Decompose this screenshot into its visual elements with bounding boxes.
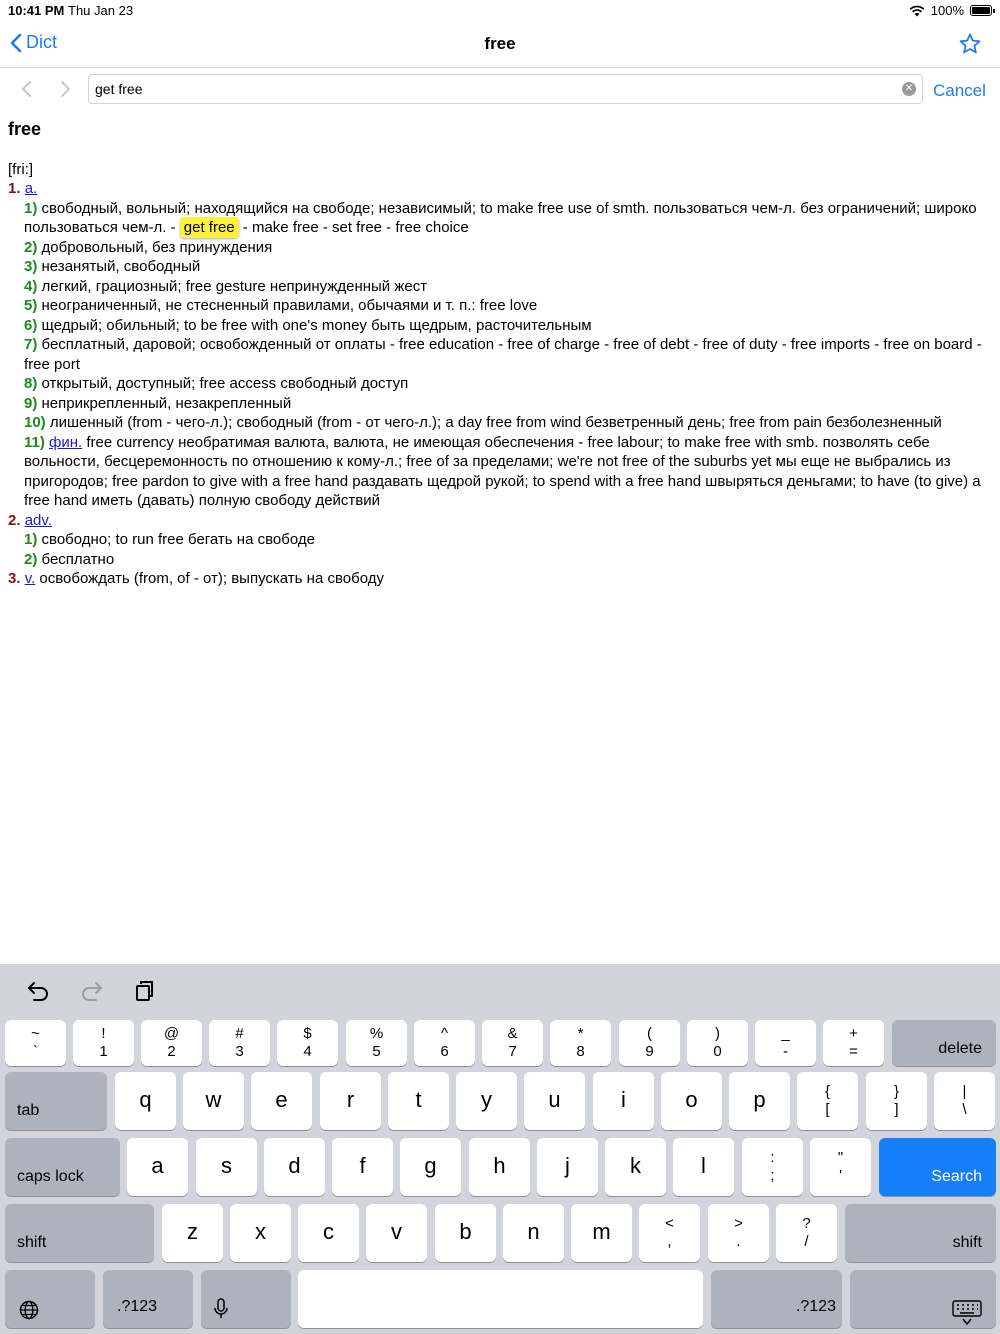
key-e[interactable] (251, 1072, 312, 1130)
key-r[interactable] (320, 1072, 381, 1130)
key-bottom-char: ] (894, 1101, 899, 1118)
key-y[interactable] (456, 1072, 517, 1130)
paste-button[interactable] (134, 980, 154, 1007)
sense-number: 3) (24, 258, 38, 275)
key-top-char: $ (303, 1025, 312, 1042)
key-char: t (415, 1087, 422, 1112)
key-char: x (255, 1219, 266, 1244)
sense-number: 8) (24, 375, 38, 392)
sense-text: добровольный, без принуждения (41, 238, 273, 256)
key-p[interactable] (729, 1072, 790, 1130)
sense (8, 296, 996, 316)
key-bottom-char: = (849, 1043, 858, 1060)
search-key[interactable] (879, 1138, 996, 1196)
key-char: p (753, 1087, 766, 1112)
key-char: o (685, 1087, 698, 1112)
search-key-label: Search (931, 1168, 982, 1185)
delete-key[interactable] (892, 1020, 996, 1066)
key-bottom-char: 9 (645, 1043, 654, 1060)
key-bottom-char: , (667, 1233, 672, 1250)
key-h[interactable] (469, 1138, 530, 1196)
part-of-speech-link[interactable]: v. (24, 570, 36, 587)
part-of-speech-link[interactable]: adv. (24, 511, 52, 529)
key-top-char: > (734, 1215, 743, 1232)
key-quote[interactable] (810, 1138, 871, 1196)
shift-key-label: shift (17, 1234, 47, 1251)
search-input[interactable] (89, 75, 869, 103)
sense (8, 277, 996, 297)
sense (8, 257, 996, 277)
part-of-speech-link[interactable]: a. (24, 180, 38, 197)
key-char: b (459, 1219, 472, 1244)
shift-key-label: shift (952, 1234, 982, 1251)
sense-number: 9) (24, 394, 38, 412)
key-i[interactable] (593, 1072, 654, 1130)
key-bottom-char: - (783, 1043, 788, 1060)
key-bottom-char: 6 (440, 1043, 449, 1060)
key-bottom-char: 1 (99, 1043, 108, 1060)
sense-text: незанятый, свободный (41, 258, 201, 275)
key-char: a (151, 1153, 164, 1178)
keyboard-dismiss-icon (952, 1300, 982, 1326)
key-1[interactable] (73, 1020, 134, 1066)
key-equals[interactable] (823, 1020, 884, 1066)
key-char: s (221, 1153, 232, 1178)
key-d[interactable] (264, 1138, 325, 1196)
key-w[interactable] (183, 1072, 244, 1130)
sense-text: легкий, грациозный; free gesture непринужденный жест (41, 277, 428, 295)
key-6[interactable] (414, 1020, 475, 1066)
key-x[interactable] (230, 1204, 291, 1262)
key-char: q (139, 1087, 152, 1112)
history-back-button[interactable] (20, 79, 32, 104)
sense (8, 238, 996, 258)
battery-percent: 100% (930, 3, 964, 18)
left-shift-key[interactable] (5, 1204, 154, 1262)
key-s[interactable] (196, 1138, 257, 1196)
search-highlight: get free (180, 217, 239, 238)
key-top-char: * (577, 1025, 584, 1042)
sense (8, 413, 996, 433)
sense-text: лишенный (from - чего-л.); свободный (from - от чего-л.); a day free from wind безветренный день; free from pain безболезненный (49, 414, 942, 431)
clear-search-button[interactable] (902, 82, 916, 96)
key-k[interactable] (605, 1138, 666, 1196)
key-semicolon[interactable] (742, 1138, 803, 1196)
key-bottom-char: / (804, 1233, 809, 1250)
key-5[interactable] (346, 1020, 407, 1066)
key-top-char: ! (101, 1025, 106, 1042)
key-period[interactable] (708, 1204, 769, 1262)
globe-icon (19, 1300, 39, 1320)
section-header (8, 179, 996, 199)
chevron-right-icon (60, 79, 72, 99)
key-u[interactable] (524, 1072, 585, 1130)
star-icon (958, 32, 982, 56)
status-bar (0, 0, 1000, 22)
key-9[interactable] (619, 1020, 680, 1066)
key-char: m (592, 1219, 611, 1244)
section-number: 1. (8, 180, 21, 197)
key-char: v (391, 1219, 402, 1244)
key-top-char: < (665, 1215, 674, 1232)
tab-key-label: tab (17, 1102, 40, 1119)
key-2[interactable] (141, 1020, 202, 1066)
redo-icon (80, 980, 104, 1002)
key-char: y (481, 1087, 492, 1112)
key-j[interactable] (537, 1138, 598, 1196)
key-left-bracket[interactable] (797, 1072, 858, 1130)
history-forward-button[interactable] (60, 79, 72, 104)
sense-number: 1) (24, 531, 38, 548)
sense-number: 6) (24, 316, 38, 334)
sense-text: свободный, вольный; находящийся на свободе; независимый; to make free use of smth. пользоваться чем-л. без ограничений; широко пользоваться чем-л. - (24, 199, 977, 236)
key-char: r (346, 1087, 355, 1112)
section-number: 3. (8, 570, 21, 587)
key-char: z (187, 1219, 198, 1244)
sense (8, 335, 996, 374)
chevron-left-icon (20, 79, 32, 99)
dictionary-article (8, 120, 996, 589)
clipboard-icon (134, 980, 154, 1002)
key-f[interactable] (332, 1138, 393, 1196)
key-o[interactable] (661, 1072, 722, 1130)
close-icon: ✕ (904, 83, 914, 94)
numbers-key-right[interactable] (711, 1270, 842, 1328)
sense (8, 374, 996, 394)
key-q[interactable] (115, 1072, 176, 1130)
key-char: n (527, 1219, 540, 1244)
sense-text: неограниченный, не стесненный правилами, обычаями и т. п.: free love (41, 297, 538, 314)
space-key[interactable] (298, 1270, 703, 1328)
favorite-button[interactable] (958, 32, 982, 61)
key-char: l (701, 1153, 706, 1178)
sense (8, 530, 996, 550)
key-top-char: ) (715, 1025, 720, 1042)
key-bottom-char: 2 (167, 1043, 176, 1060)
transcription: [fri:] (8, 160, 33, 178)
key-top-char: ( (647, 1025, 652, 1042)
microphone-icon (213, 1298, 229, 1320)
sense (8, 394, 996, 414)
key-8[interactable] (550, 1020, 611, 1066)
key-4[interactable] (277, 1020, 338, 1066)
key-char: d (288, 1153, 301, 1178)
sense-text: щедрый; обильный; to be free with one's money быть щедрым, расточительным (41, 316, 592, 334)
undo-icon (26, 980, 50, 1002)
navigation-bar (0, 22, 1000, 68)
key-bottom-char: \ (962, 1101, 967, 1118)
search-row (0, 68, 1000, 112)
globe-key[interactable] (5, 1270, 95, 1328)
key-bottom-char: 4 (303, 1043, 312, 1060)
key-0[interactable] (687, 1020, 748, 1066)
key-char: g (424, 1153, 437, 1178)
key-top-char: } (893, 1083, 899, 1100)
key-char: f (359, 1153, 366, 1178)
key-backslash[interactable] (934, 1072, 995, 1130)
sense-number: 5) (24, 297, 38, 314)
cancel-button[interactable]: Cancel (933, 81, 986, 100)
key-right-bracket[interactable] (866, 1072, 927, 1130)
key-bottom-char: 5 (372, 1043, 381, 1060)
key-n[interactable] (503, 1204, 564, 1262)
redo-button[interactable] (80, 980, 104, 1007)
key-slash[interactable] (776, 1204, 837, 1262)
key-m[interactable] (571, 1204, 632, 1262)
key-top-char: " (837, 1149, 844, 1166)
sense-text: освобождать (from, of - от); выпускать на свободу (35, 570, 384, 587)
tab-key[interactable] (5, 1072, 107, 1130)
wifi-icon (909, 5, 925, 17)
key-bottom-char: ; (770, 1167, 775, 1184)
sense (8, 433, 996, 511)
search-field[interactable] (88, 74, 923, 104)
key-top-char: _ (781, 1025, 790, 1042)
sense-number: 11) (24, 433, 45, 451)
key-top-char: + (849, 1025, 858, 1042)
key-top-char: : (770, 1149, 775, 1166)
key-bottom-char: 3 (235, 1043, 244, 1060)
dictation-key[interactable] (201, 1270, 291, 1328)
status-date: Thu Jan 23 (68, 3, 134, 18)
undo-button[interactable] (26, 980, 50, 1007)
key-top-char: ? (802, 1215, 811, 1232)
key-bottom-char: 8 (576, 1043, 585, 1060)
sense (8, 316, 996, 336)
hide-keyboard-key[interactable] (850, 1270, 996, 1328)
usage-label-link[interactable]: фин. (49, 433, 83, 451)
right-shift-key[interactable] (845, 1204, 996, 1262)
keyboard-shortcut-bar (0, 964, 1000, 1018)
section-header (8, 569, 996, 589)
sense-number: 10) (24, 414, 46, 431)
key-bottom-char: ' (839, 1167, 842, 1184)
key-char: e (275, 1087, 288, 1112)
key-top-char: @ (163, 1025, 180, 1042)
key-top-char: | (962, 1083, 967, 1100)
key-top-char: # (235, 1025, 244, 1042)
key-char: k (630, 1153, 641, 1178)
status-right (909, 3, 992, 18)
key-top-char: % (369, 1025, 384, 1042)
key-3[interactable] (209, 1020, 270, 1066)
numbers-key[interactable] (103, 1270, 193, 1328)
back-button-label: Dict (26, 32, 57, 52)
key-minus[interactable] (755, 1020, 816, 1066)
delete-key-label: delete (938, 1040, 982, 1057)
numbers-key-label: .?123 (795, 1298, 836, 1315)
status-time: 10:41 PM (8, 3, 65, 18)
key-top-char: & (507, 1025, 518, 1042)
headword: free (8, 119, 42, 139)
key-tilde[interactable] (5, 1020, 66, 1066)
sense-number: 7) (24, 336, 38, 353)
key-bottom-char: ` (33, 1043, 38, 1060)
caps-lock-key-label: caps lock (17, 1168, 84, 1185)
key-top-char: { (824, 1083, 830, 1100)
key-top-char: ~ (31, 1025, 40, 1042)
caps-lock-key[interactable] (5, 1138, 120, 1196)
key-top-char: ^ (440, 1025, 449, 1042)
key-l[interactable] (673, 1138, 734, 1196)
on-screen-keyboard (0, 964, 1000, 1334)
sense (8, 199, 996, 238)
section-header (8, 511, 996, 531)
key-b[interactable] (435, 1204, 496, 1262)
sense-number: 2) (24, 550, 38, 568)
key-z[interactable] (162, 1204, 223, 1262)
sense-number: 4) (24, 277, 38, 295)
key-char: u (548, 1087, 561, 1112)
key-bottom-char: 0 (713, 1043, 722, 1060)
numbers-key-label: .?123 (117, 1298, 158, 1315)
sense-text: - make free - set free - free choice (238, 219, 469, 236)
key-char: j (565, 1153, 570, 1178)
key-comma[interactable] (639, 1204, 700, 1262)
sense-text: неприкрепленный, незакрепленный (41, 394, 292, 412)
sense-text: free currency необратимая валюта, валюта, не имеющая обеспечения - free labour; to make free with smb. позволять себе вольности, бесцеремонность по отношению к кому-л.; free of за пределами; we're not free of the suburbs yet мы еще не выбрались из пригородов; free pardon to give with a free hand раздавать щедрой рукой; to spend with a free hand швыряться деньгами; to have (to give) a free hand иметь (давать) полную свободу действий (24, 433, 981, 509)
key-char: c (323, 1219, 334, 1244)
sense-text: открытый, доступный; free access свободный доступ (41, 375, 409, 392)
key-bottom-char: [ (825, 1101, 830, 1118)
sense-text: бесплатно (41, 550, 115, 568)
key-t[interactable] (388, 1072, 449, 1130)
key-c[interactable] (298, 1204, 359, 1262)
key-g[interactable] (400, 1138, 461, 1196)
sense-number: 1) (24, 199, 38, 217)
sense (8, 550, 996, 570)
sense-text: бесплатный, даровой; освобожденный от оплаты - free education - free of charge - free of debt - free of duty - free imports - free on board - free port (24, 336, 982, 373)
section-number: 2. (8, 511, 21, 529)
key-char: w (205, 1087, 222, 1112)
key-char: i (621, 1087, 626, 1112)
key-7[interactable] (482, 1020, 543, 1066)
sense-text: свободно; to run free бегать на свободе (41, 531, 315, 548)
sense-number: 2) (24, 238, 38, 256)
key-char: h (493, 1153, 506, 1178)
battery-icon (970, 5, 992, 16)
page-title: free (484, 34, 516, 53)
key-bottom-char: 7 (508, 1043, 517, 1060)
key-v[interactable] (366, 1204, 427, 1262)
key-bottom-char: . (736, 1233, 741, 1250)
key-a[interactable] (127, 1138, 188, 1196)
